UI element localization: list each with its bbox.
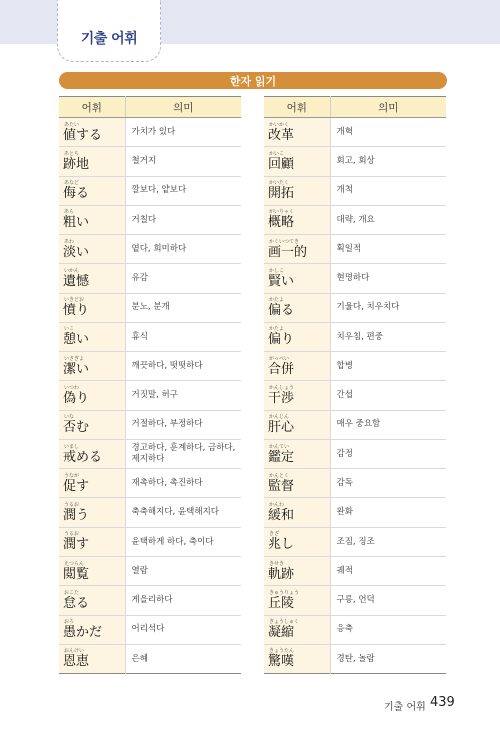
meaning-cell: 획일적: [330, 235, 446, 264]
word-cell: [59, 439, 125, 468]
table-row: [59, 176, 241, 205]
table-row: [264, 469, 446, 498]
word-cell: [264, 176, 330, 205]
chapter-tab: [57, 0, 161, 62]
word-kanji: 戒める: [63, 449, 103, 465]
word-kanji: 促す: [63, 478, 90, 494]
word-reading: えつらん: [64, 560, 84, 567]
word-cell: [59, 586, 125, 615]
word-kanji: 愚かだ: [63, 625, 103, 641]
word-reading: かんじん: [269, 414, 290, 421]
word-kanji: 偏る: [268, 303, 295, 319]
table-row: [59, 439, 241, 468]
word-kanji: 凝縮: [268, 625, 295, 641]
meaning-cell: 현명하다: [330, 264, 446, 293]
word-reading: かんとく: [269, 472, 290, 479]
word-kanji: 驚嘆: [268, 654, 295, 670]
word-kanji: 侮る: [63, 186, 90, 202]
meaning-cell: 휴식: [125, 322, 241, 351]
table-row: [59, 586, 241, 615]
vocab-table-right-body: [264, 118, 446, 674]
word-kanji: 偏り: [268, 332, 295, 348]
column-header-meaning: 의미: [125, 97, 241, 118]
word-kanji: 監督: [268, 478, 295, 494]
word-reading: かくいつてき: [269, 238, 300, 245]
word-kanji: 緩和: [268, 508, 295, 524]
meaning-cell: 윤택하게 하다, 축이다: [125, 527, 241, 556]
column-header-word: 어휘: [59, 97, 125, 118]
meaning-cell: 간섭: [330, 381, 446, 410]
meaning-cell: 조짐, 징조: [330, 527, 446, 556]
table-row: [59, 381, 241, 410]
word-reading: うるお: [64, 502, 80, 509]
word-kanji: 画一的: [268, 244, 308, 260]
table-row: [59, 205, 241, 234]
word-kanji: 怠る: [63, 595, 90, 611]
word-reading: かいこ: [269, 150, 285, 157]
meaning-cell: 개혁: [336, 126, 353, 137]
table-row: [264, 498, 446, 527]
table-row: [59, 352, 241, 381]
word-reading: ぎょうしゅく: [269, 619, 300, 626]
meaning-cell: 궤적: [330, 556, 446, 585]
table-row: [264, 118, 446, 147]
meaning-cell: 깔보다, 얕보다: [125, 176, 241, 205]
word-reading: いつわ: [64, 385, 80, 392]
word-cell: [59, 322, 125, 351]
word-kanji: 潔い: [63, 361, 90, 377]
word-reading: きゅうりょう: [269, 589, 300, 596]
table-row: [264, 264, 446, 293]
section-title: 한자 읽기: [229, 75, 277, 88]
table-row: [59, 615, 241, 644]
table-row: [264, 615, 446, 644]
meaning-cell: 게을리하다: [125, 586, 241, 615]
word-cell: [59, 527, 125, 556]
meaning-cell: 재촉하다, 촉진하다: [125, 469, 241, 498]
word-reading: かたよ: [269, 297, 285, 304]
word-kanji: 恩恵: [63, 654, 90, 670]
word-reading: いかん: [64, 267, 80, 274]
word-cell: [59, 176, 125, 205]
word-kanji: 鑑定: [268, 449, 295, 465]
table-row: [59, 469, 241, 498]
word-kanji: 回顧: [268, 156, 295, 172]
meaning-cell: 응축: [330, 615, 446, 644]
meaning-cell: 구릉, 언덕: [330, 586, 446, 615]
word-reading: うなが: [64, 472, 80, 479]
word-kanji: 潤す: [63, 537, 90, 553]
word-kanji: 跡地: [63, 156, 90, 172]
word-kanji: 丘陵: [268, 595, 295, 611]
word-cell: [264, 381, 330, 410]
word-reading: いまし: [64, 443, 80, 450]
table-row: [264, 352, 446, 381]
word-reading: おんけい: [64, 648, 85, 655]
word-cell: [59, 410, 125, 439]
table-row: [264, 147, 446, 176]
word-reading: いきどお: [64, 297, 85, 304]
word-cell: [264, 118, 330, 147]
word-kanji: 粗い: [63, 215, 90, 231]
word-cell: [264, 644, 330, 673]
table-row: [59, 410, 241, 439]
word-kanji: 遺憾: [63, 273, 90, 289]
page-number: 439: [430, 695, 455, 710]
table-header-row: [264, 97, 446, 118]
word-reading: おこた: [64, 589, 80, 596]
word-reading: あとち: [64, 150, 80, 157]
table-row: [264, 527, 446, 556]
meaning-cell: 기울다, 치우치다: [330, 293, 446, 322]
word-cell: [59, 556, 125, 585]
word-kanji: 概略: [268, 215, 295, 231]
word-kanji: 偽り: [63, 391, 90, 407]
column-header-meaning: 의미: [330, 97, 446, 118]
word-reading: がいりゃく: [269, 209, 295, 216]
word-cell: [264, 264, 330, 293]
word-reading: きざ: [269, 531, 280, 538]
table-row: [59, 235, 241, 264]
meaning-cell: 분노, 분개: [125, 293, 241, 322]
word-cell: [59, 498, 125, 527]
column-header-word: 어휘: [264, 97, 330, 118]
meaning-cell: 열람: [125, 556, 241, 585]
word-cell: [59, 205, 125, 234]
word-cell: [264, 439, 330, 468]
word-kanji: 値する: [63, 127, 103, 143]
table-row: [264, 293, 446, 322]
meaning-cell: 가치가 있다: [131, 126, 176, 137]
word-cell: [59, 147, 125, 176]
word-cell: [59, 469, 125, 498]
word-cell: [264, 352, 330, 381]
word-kanji: 肝心: [268, 420, 295, 436]
word-reading: きょうたん: [269, 648, 295, 655]
meaning-cell: 대략, 개요: [330, 205, 446, 234]
word-reading: かんわ: [269, 502, 285, 509]
meaning-cell: 거칠다: [125, 205, 241, 234]
word-cell: [59, 644, 125, 673]
table-row: [264, 644, 446, 673]
table-row: [264, 205, 446, 234]
word-cell: [59, 264, 125, 293]
meaning-cell: 감정: [330, 439, 446, 468]
word-cell: [264, 147, 330, 176]
vocab-table-right: [264, 96, 446, 674]
word-kanji: 憩い: [63, 332, 90, 348]
word-cell: [264, 235, 330, 264]
word-cell: [59, 352, 125, 381]
word-reading: あら: [64, 209, 75, 216]
word-reading: きせき: [269, 560, 285, 567]
word-cell: [59, 381, 125, 410]
word-cell: [264, 498, 330, 527]
word-reading: いさぎよ: [64, 355, 85, 362]
word-reading: かんてい: [269, 443, 290, 450]
word-reading: いこ: [64, 326, 75, 333]
table-header-row: [59, 97, 241, 118]
word-kanji: 合併: [268, 361, 295, 377]
word-cell: [264, 556, 330, 585]
chapter-title: 기출 어휘: [80, 31, 138, 47]
table-row: [59, 498, 241, 527]
word-reading: かんしょう: [269, 385, 295, 392]
word-kanji: 兆し: [268, 537, 295, 553]
table-row: [59, 644, 241, 673]
word-cell: [264, 322, 330, 351]
meaning-cell: 어리석다: [125, 615, 241, 644]
meaning-cell: 경고하다, 훈계하다, 금하다, 제지하다: [125, 439, 241, 468]
word-kanji: 干渉: [268, 391, 295, 407]
word-reading: うるお: [64, 531, 80, 538]
word-reading: がっぺい: [269, 355, 290, 362]
table-row: [59, 293, 241, 322]
meaning-cell: 완화: [330, 498, 446, 527]
table-row: [264, 439, 446, 468]
word-kanji: 賢い: [268, 273, 295, 289]
table-row: [264, 556, 446, 585]
word-reading: おろ: [64, 619, 75, 626]
table-row: [59, 322, 241, 351]
word-kanji: 憤り: [63, 303, 90, 319]
word-cell: [59, 293, 125, 322]
meaning-cell: 축축해지다, 윤택해지다: [125, 498, 241, 527]
meaning-cell: 회고, 회상: [330, 147, 446, 176]
section-header-bar: [59, 72, 447, 89]
meaning-cell: 개척: [330, 176, 446, 205]
word-kanji: 軌跡: [268, 566, 295, 582]
meaning-cell: 감독: [330, 469, 446, 498]
meaning-cell: 치우침, 편중: [330, 322, 446, 351]
word-cell: [264, 527, 330, 556]
word-reading: かしこ: [269, 267, 285, 274]
word-cell: [59, 615, 125, 644]
word-kanji: 開拓: [268, 186, 295, 202]
table-row: [264, 586, 446, 615]
meaning-cell: 거짓말, 허구: [125, 381, 241, 410]
vocab-table-left: [59, 96, 241, 674]
meaning-cell: 경탄, 놀람: [330, 644, 446, 673]
word-reading: いな: [64, 414, 75, 421]
meaning-cell: 깨끗하다, 떳떳하다: [125, 352, 241, 381]
meaning-cell: 옅다, 희미하다: [125, 235, 241, 264]
word-cell: [59, 235, 125, 264]
word-cell: [264, 469, 330, 498]
table-row: [264, 410, 446, 439]
table-row: [264, 176, 446, 205]
table-row: [264, 235, 446, 264]
meaning-cell: 매우 중요함: [330, 410, 446, 439]
word-cell: [264, 615, 330, 644]
word-reading: あなど: [64, 180, 80, 187]
table-row: [59, 147, 241, 176]
word-reading: あわ: [64, 238, 75, 245]
word-cell: [264, 586, 330, 615]
meaning-cell: 은혜: [125, 644, 241, 673]
table-row: [264, 381, 446, 410]
word-cell: [59, 118, 125, 147]
word-cell: [264, 293, 330, 322]
table-row: [59, 527, 241, 556]
footer-label: 기출 어휘: [384, 702, 426, 713]
word-kanji: 閲覧: [63, 566, 90, 582]
table-row: [59, 118, 241, 147]
meaning-cell: 철거지: [125, 147, 241, 176]
word-reading: かいたく: [269, 180, 290, 187]
meaning-cell: 합병: [330, 352, 446, 381]
word-cell: [264, 205, 330, 234]
word-kanji: 改革: [268, 127, 295, 143]
meaning-cell: 거절하다, 부정하다: [125, 410, 241, 439]
word-kanji: 否む: [63, 420, 90, 436]
word-reading: あたい: [64, 121, 80, 128]
word-kanji: 潤う: [63, 508, 90, 524]
word-reading: かいかく: [269, 121, 290, 128]
word-kanji: 淡い: [63, 244, 90, 260]
meaning-cell: 유감: [125, 264, 241, 293]
table-row: [264, 322, 446, 351]
table-row: [59, 264, 241, 293]
vocab-table-left-body: [59, 118, 241, 674]
table-row: [59, 556, 241, 585]
word-cell: [264, 410, 330, 439]
word-reading: かたよ: [269, 326, 285, 333]
